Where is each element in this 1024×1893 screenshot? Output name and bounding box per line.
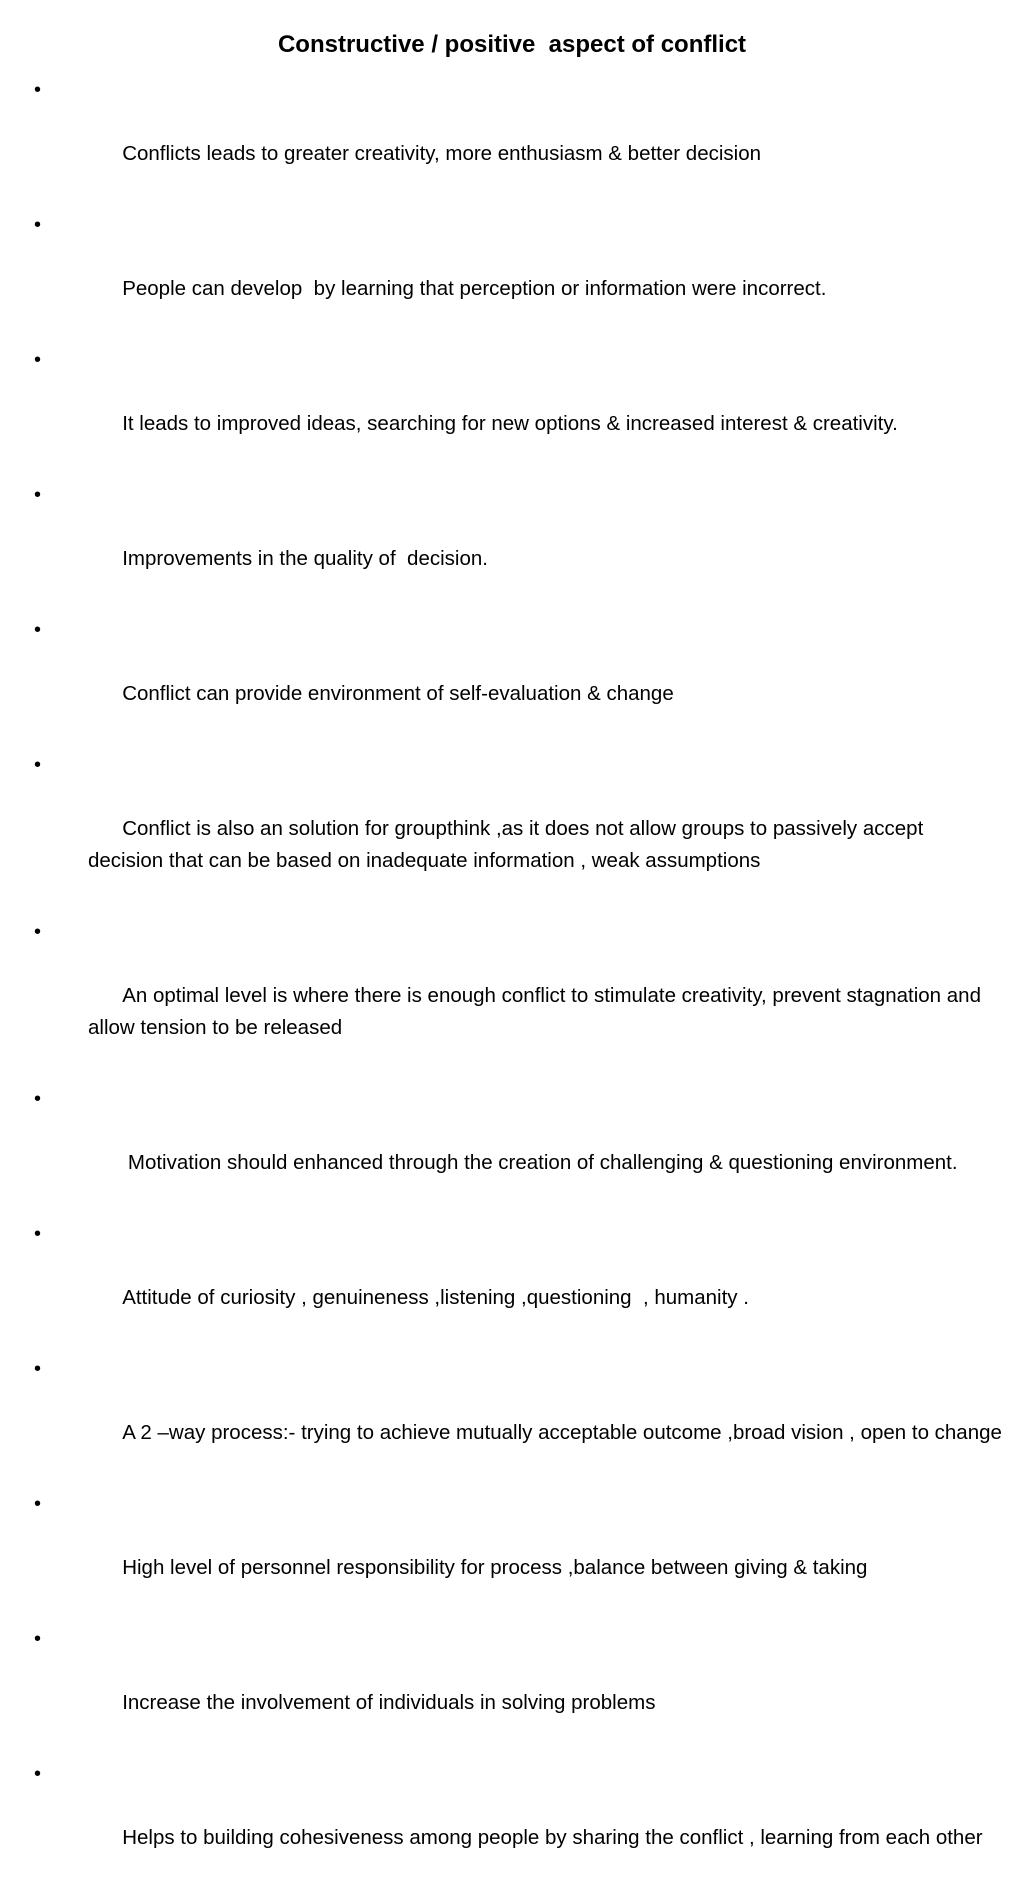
bullet-text: An optimal level is where there is enough conflict to stimulate creativity, prevent stagnation and allow tension to be released	[88, 984, 987, 1039]
bullet-dot-icon: •	[34, 619, 42, 641]
bullet-dot-icon: •	[34, 1223, 42, 1245]
bullet-dot-icon: •	[34, 1493, 42, 1515]
bullet-item	[34, 344, 1004, 472]
bullet-text: Motivation should enhanced through the creation of challenging & questioning environment.	[122, 1151, 958, 1174]
bullet-text: Attitude of curiosity , genuineness ,listening ,questioning , humanity .	[122, 1286, 749, 1309]
bullet-text: Conflicts leads to greater creativity, more enthusiasm & better decision	[122, 142, 762, 165]
bullet-item	[34, 749, 1004, 909]
bullet-dot-icon: •	[34, 1358, 42, 1380]
slide-title: Constructive / positive aspect of conflict	[277, 31, 747, 58]
bullet-text: Increase the involvement of individuals in solving problems	[122, 1691, 656, 1714]
bullet-item	[34, 209, 1004, 337]
bullet-dot-icon: •	[34, 214, 42, 236]
bullet-dot-icon: •	[34, 79, 42, 101]
bullet-item	[34, 916, 1004, 1076]
bullet-text: People can develop by learning that perception or information were incorrect.	[122, 277, 827, 300]
bullet-text: Helps to building cohesiveness among people by sharing the conflict , learning from each other	[122, 1826, 983, 1849]
bullet-item	[34, 74, 1004, 202]
bullet-item	[34, 1353, 1004, 1481]
bullet-item	[34, 1218, 1004, 1346]
bullet-dot-icon: •	[34, 1763, 42, 1785]
bullet-dot-icon: •	[34, 1088, 42, 1110]
bullet-dot-icon: •	[34, 1628, 42, 1650]
bullet-item	[34, 1488, 1004, 1616]
bullet-item	[34, 1623, 1004, 1751]
bullet-text: Improvements in the quality of decision.	[122, 547, 488, 570]
bullet-text: It leads to improved ideas, searching for new options & increased interest & creativity.	[122, 412, 898, 435]
bullet-item	[34, 479, 1004, 607]
bullet-text: A 2 –way process:- trying to achieve mutually acceptable outcome ,broad vision , open to change	[122, 1421, 1002, 1444]
bullet-item	[34, 614, 1004, 742]
bullet-dot-icon: •	[34, 484, 42, 506]
bullet-text: High level of personnel responsibility for process ,balance between giving & taking	[122, 1556, 868, 1579]
bullet-text: Conflict can provide environment of self-evaluation & change	[122, 682, 674, 705]
bullet-dot-icon: •	[34, 921, 42, 943]
bullet-item	[34, 1083, 1004, 1211]
bullet-dot-icon: •	[34, 754, 42, 776]
bullet-dot-icon: •	[34, 349, 42, 371]
bullet-item	[34, 1758, 1004, 1886]
bullet-list	[34, 74, 1004, 1893]
bullet-text: Conflict is also an solution for groupthink ,as it does not allow groups to passively accept decision that can be based on inadequate information , weak assumptions	[88, 817, 929, 872]
